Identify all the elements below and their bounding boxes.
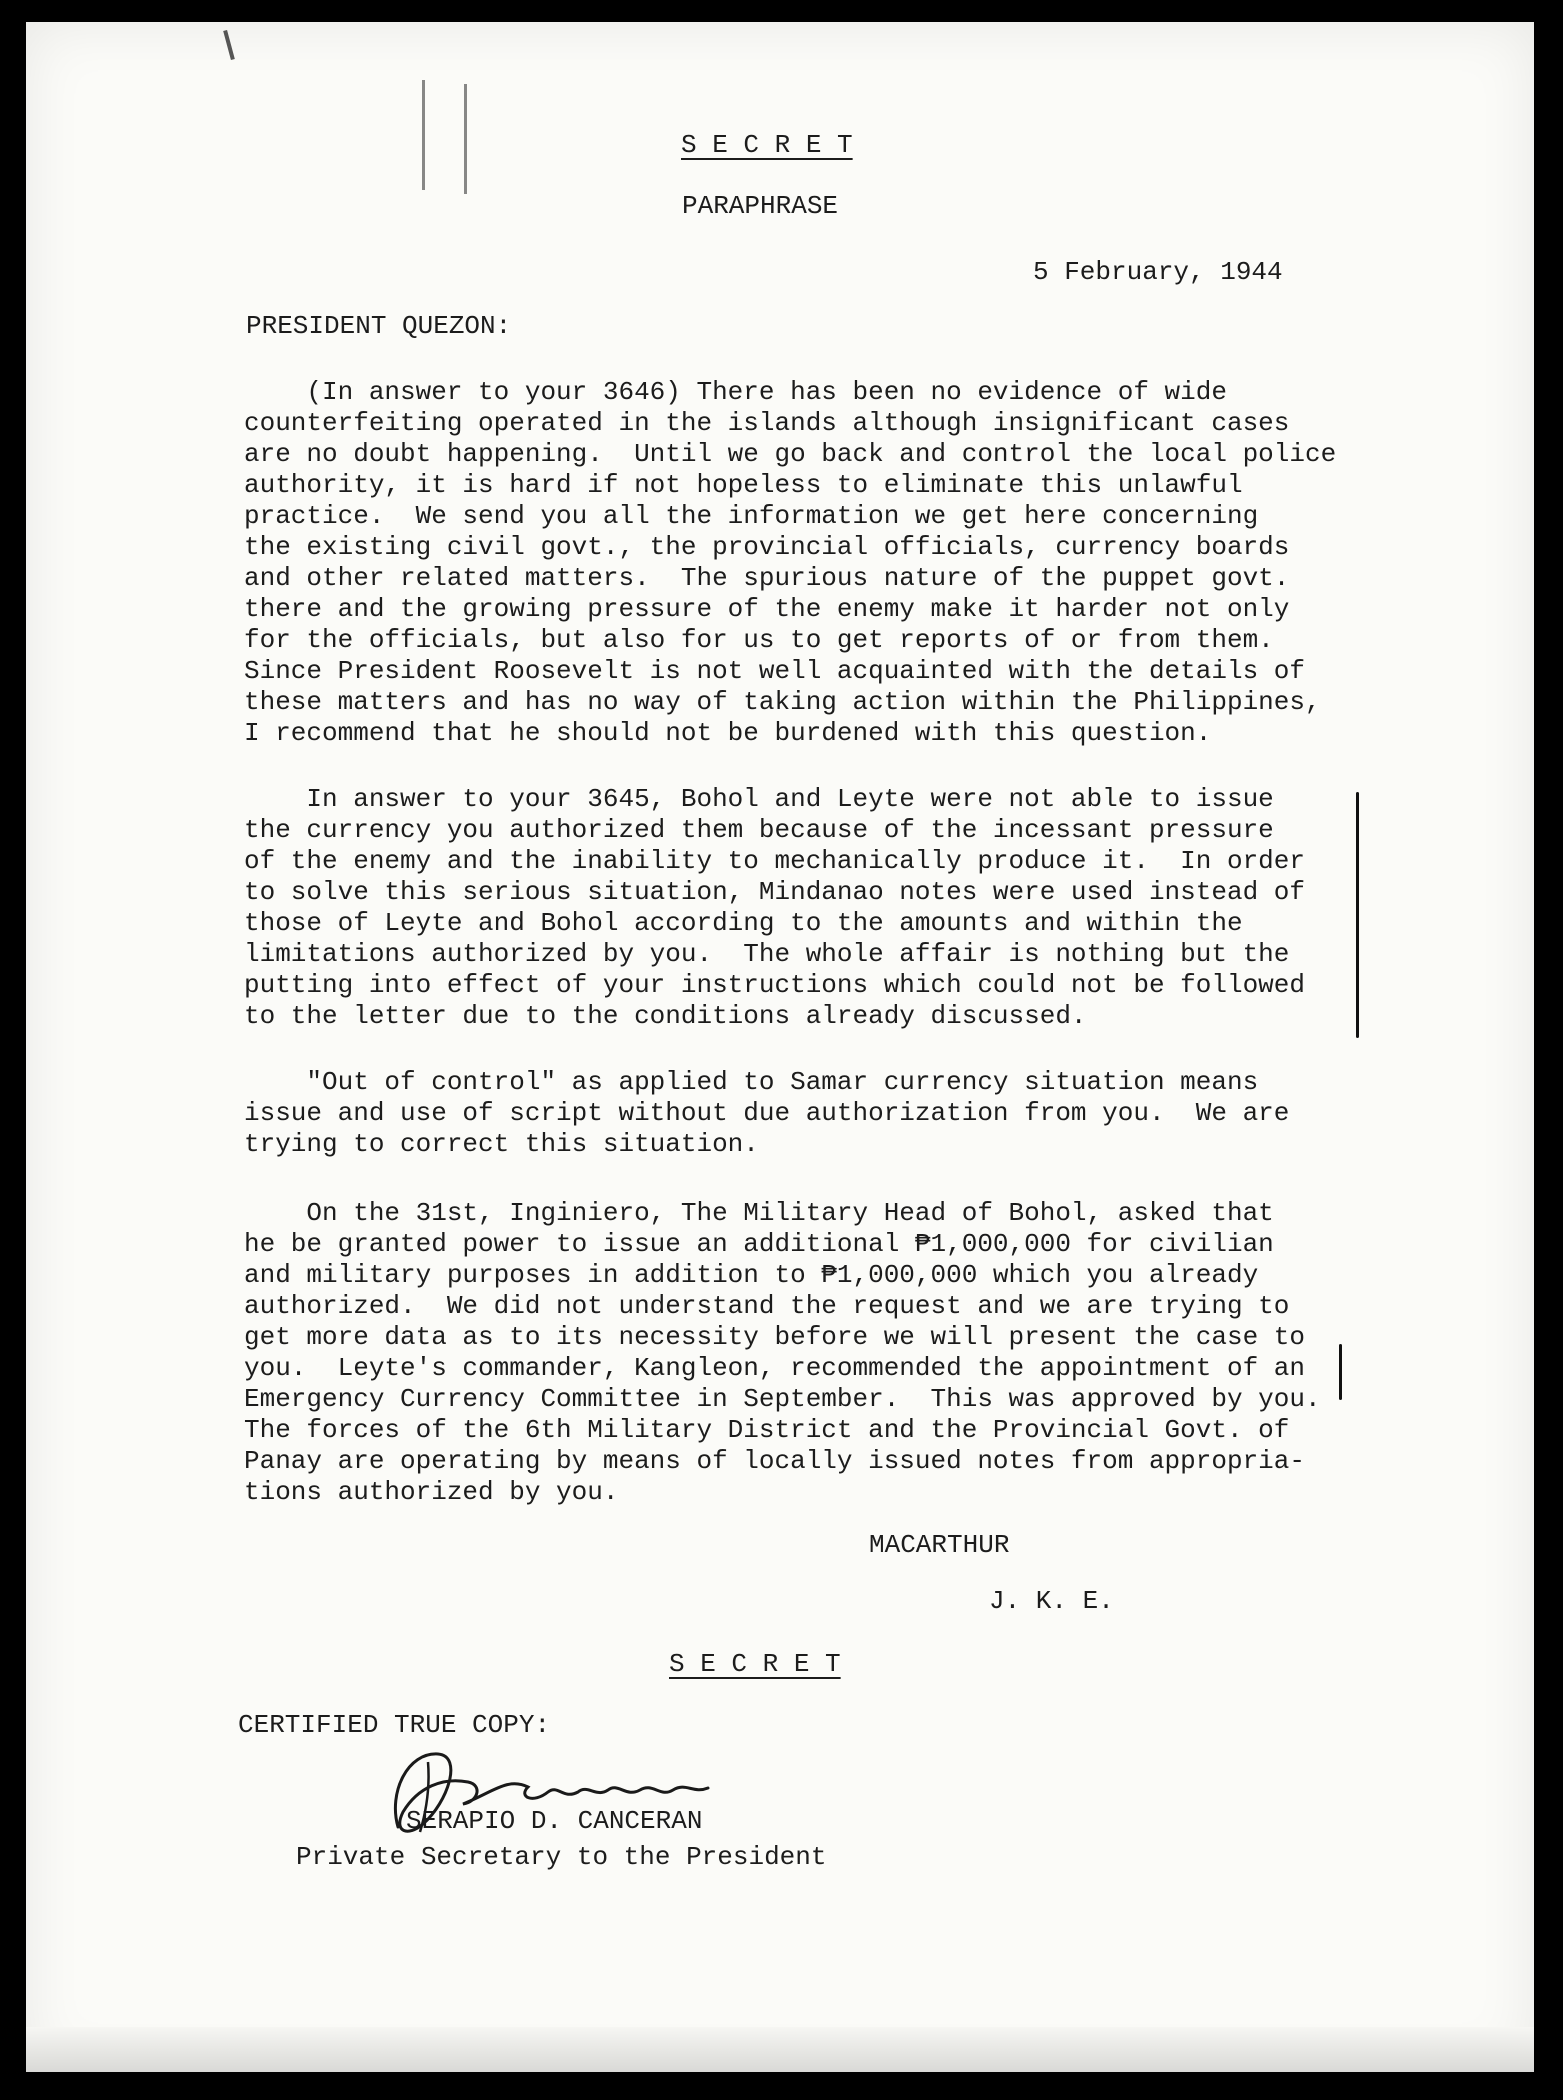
paragraph-line: In answer to your 3645, Bohol and Leyte were not able to issue [244, 784, 1274, 814]
paragraph-2 [244, 784, 1305, 1032]
paragraph-line: to the letter due to the conditions already discussed. [244, 1001, 1087, 1031]
margin-mark-paragraph-4 [1339, 1344, 1342, 1400]
signatory-title: Private Secretary to the President [296, 1842, 827, 1872]
paragraph-line: and military purposes in addition to ₱1,000,000 which you already [244, 1260, 1259, 1290]
paragraph-line: and other related matters. The spurious nature of the puppet govt. [244, 563, 1290, 593]
paragraph-line: the existing civil govt., the provincial officials, currency boards [244, 532, 1290, 562]
paragraph-line: On the 31st, Inginiero, The Military Head of Bohol, asked that [244, 1198, 1274, 1228]
signatory-name: SERAPIO D. CANCERAN [406, 1806, 703, 1836]
top-mark [223, 30, 235, 60]
paragraph-line: Since President Roosevelt is not well acquainted with the details of [244, 656, 1305, 686]
paragraph-line: for the officials, but also for us to get reports of or from them. [244, 625, 1274, 655]
salutation: PRESIDENT QUEZON: [246, 311, 512, 341]
scan-edge [26, 2027, 1534, 2072]
paragraph-line: get more data as to its necessity before we will present the case to [244, 1322, 1305, 1352]
paragraph-line: trying to correct this situation. [244, 1129, 759, 1159]
paragraph-1 [244, 377, 1336, 749]
staple-mark-right [464, 84, 467, 194]
paragraph-line: authorized. We did not understand the request and we are trying to [244, 1291, 1290, 1321]
paragraph-line: to solve this serious situation, Mindanao notes were used instead of [244, 877, 1305, 907]
signoff: MACARTHUR [869, 1530, 1010, 1560]
paragraph-line: The forces of the 6th Military District and the Provincial Govt. of [244, 1415, 1290, 1445]
paragraph-line: tions authorized by you. [244, 1477, 619, 1507]
paragraph-line: you. Leyte's commander, Kangleon, recommended the appointment of an [244, 1353, 1305, 1383]
paragraph-line: Panay are operating by means of locally issued notes from appropria- [244, 1446, 1305, 1476]
header-classification: S E C R E T [681, 130, 853, 160]
document-date: 5 February, 1944 [1033, 257, 1283, 287]
paragraph-line: of the enemy and the inability to mechanically produce it. In order [244, 846, 1305, 876]
paragraph-line: limitations authorized by you. The whole affair is nothing but the [244, 939, 1290, 969]
paragraph-line: I recommend that he should not be burdened with this question. [244, 718, 1212, 748]
paragraph-line: Emergency Currency Committee in September. This was approved by you. [244, 1384, 1321, 1414]
paragraph-line: the currency you authorized them because of the incessant pressure [244, 815, 1274, 845]
certification-label: CERTIFIED TRUE COPY: [238, 1710, 551, 1740]
paragraph-line: issue and use of script without due authorization from you. We are [244, 1098, 1290, 1128]
paragraph-line: counterfeiting operated in the islands although insignificant cases [244, 408, 1290, 438]
paragraph-3 [244, 1067, 1289, 1160]
initials: J. K. E. [989, 1586, 1114, 1616]
margin-mark-paragraph-2 [1356, 792, 1359, 1038]
paragraph-line: putting into effect of your instructions which could not be followed [244, 970, 1305, 1000]
paragraph-line: there and the growing pressure of the enemy make it harder not only [244, 594, 1290, 624]
paragraph-line: (In answer to your 3646) There has been no evidence of wide [244, 377, 1227, 407]
paragraph-line: these matters and has no way of taking action within the Philippines, [244, 687, 1321, 717]
paragraph-4 [244, 1198, 1321, 1508]
paragraph-line: practice. We send you all the information we get here concerning [244, 501, 1259, 531]
paragraph-line: those of Leyte and Bohol according to the amounts and within the [244, 908, 1243, 938]
document-page [26, 22, 1534, 2072]
paragraph-line: he be granted power to issue an additional ₱1,000,000 for civilian [244, 1229, 1274, 1259]
paragraph-line: authority, it is hard if not hopeless to eliminate this unlawful [244, 470, 1243, 500]
footer-classification: S E C R E T [669, 1649, 841, 1679]
paragraph-line: "Out of control" as applied to Samar currency situation means [244, 1067, 1259, 1097]
staple-mark-left [422, 80, 425, 190]
paragraph-line: are no doubt happening. Until we go back and control the local police [244, 439, 1337, 469]
header-subtitle: PARAPHRASE [682, 191, 839, 221]
